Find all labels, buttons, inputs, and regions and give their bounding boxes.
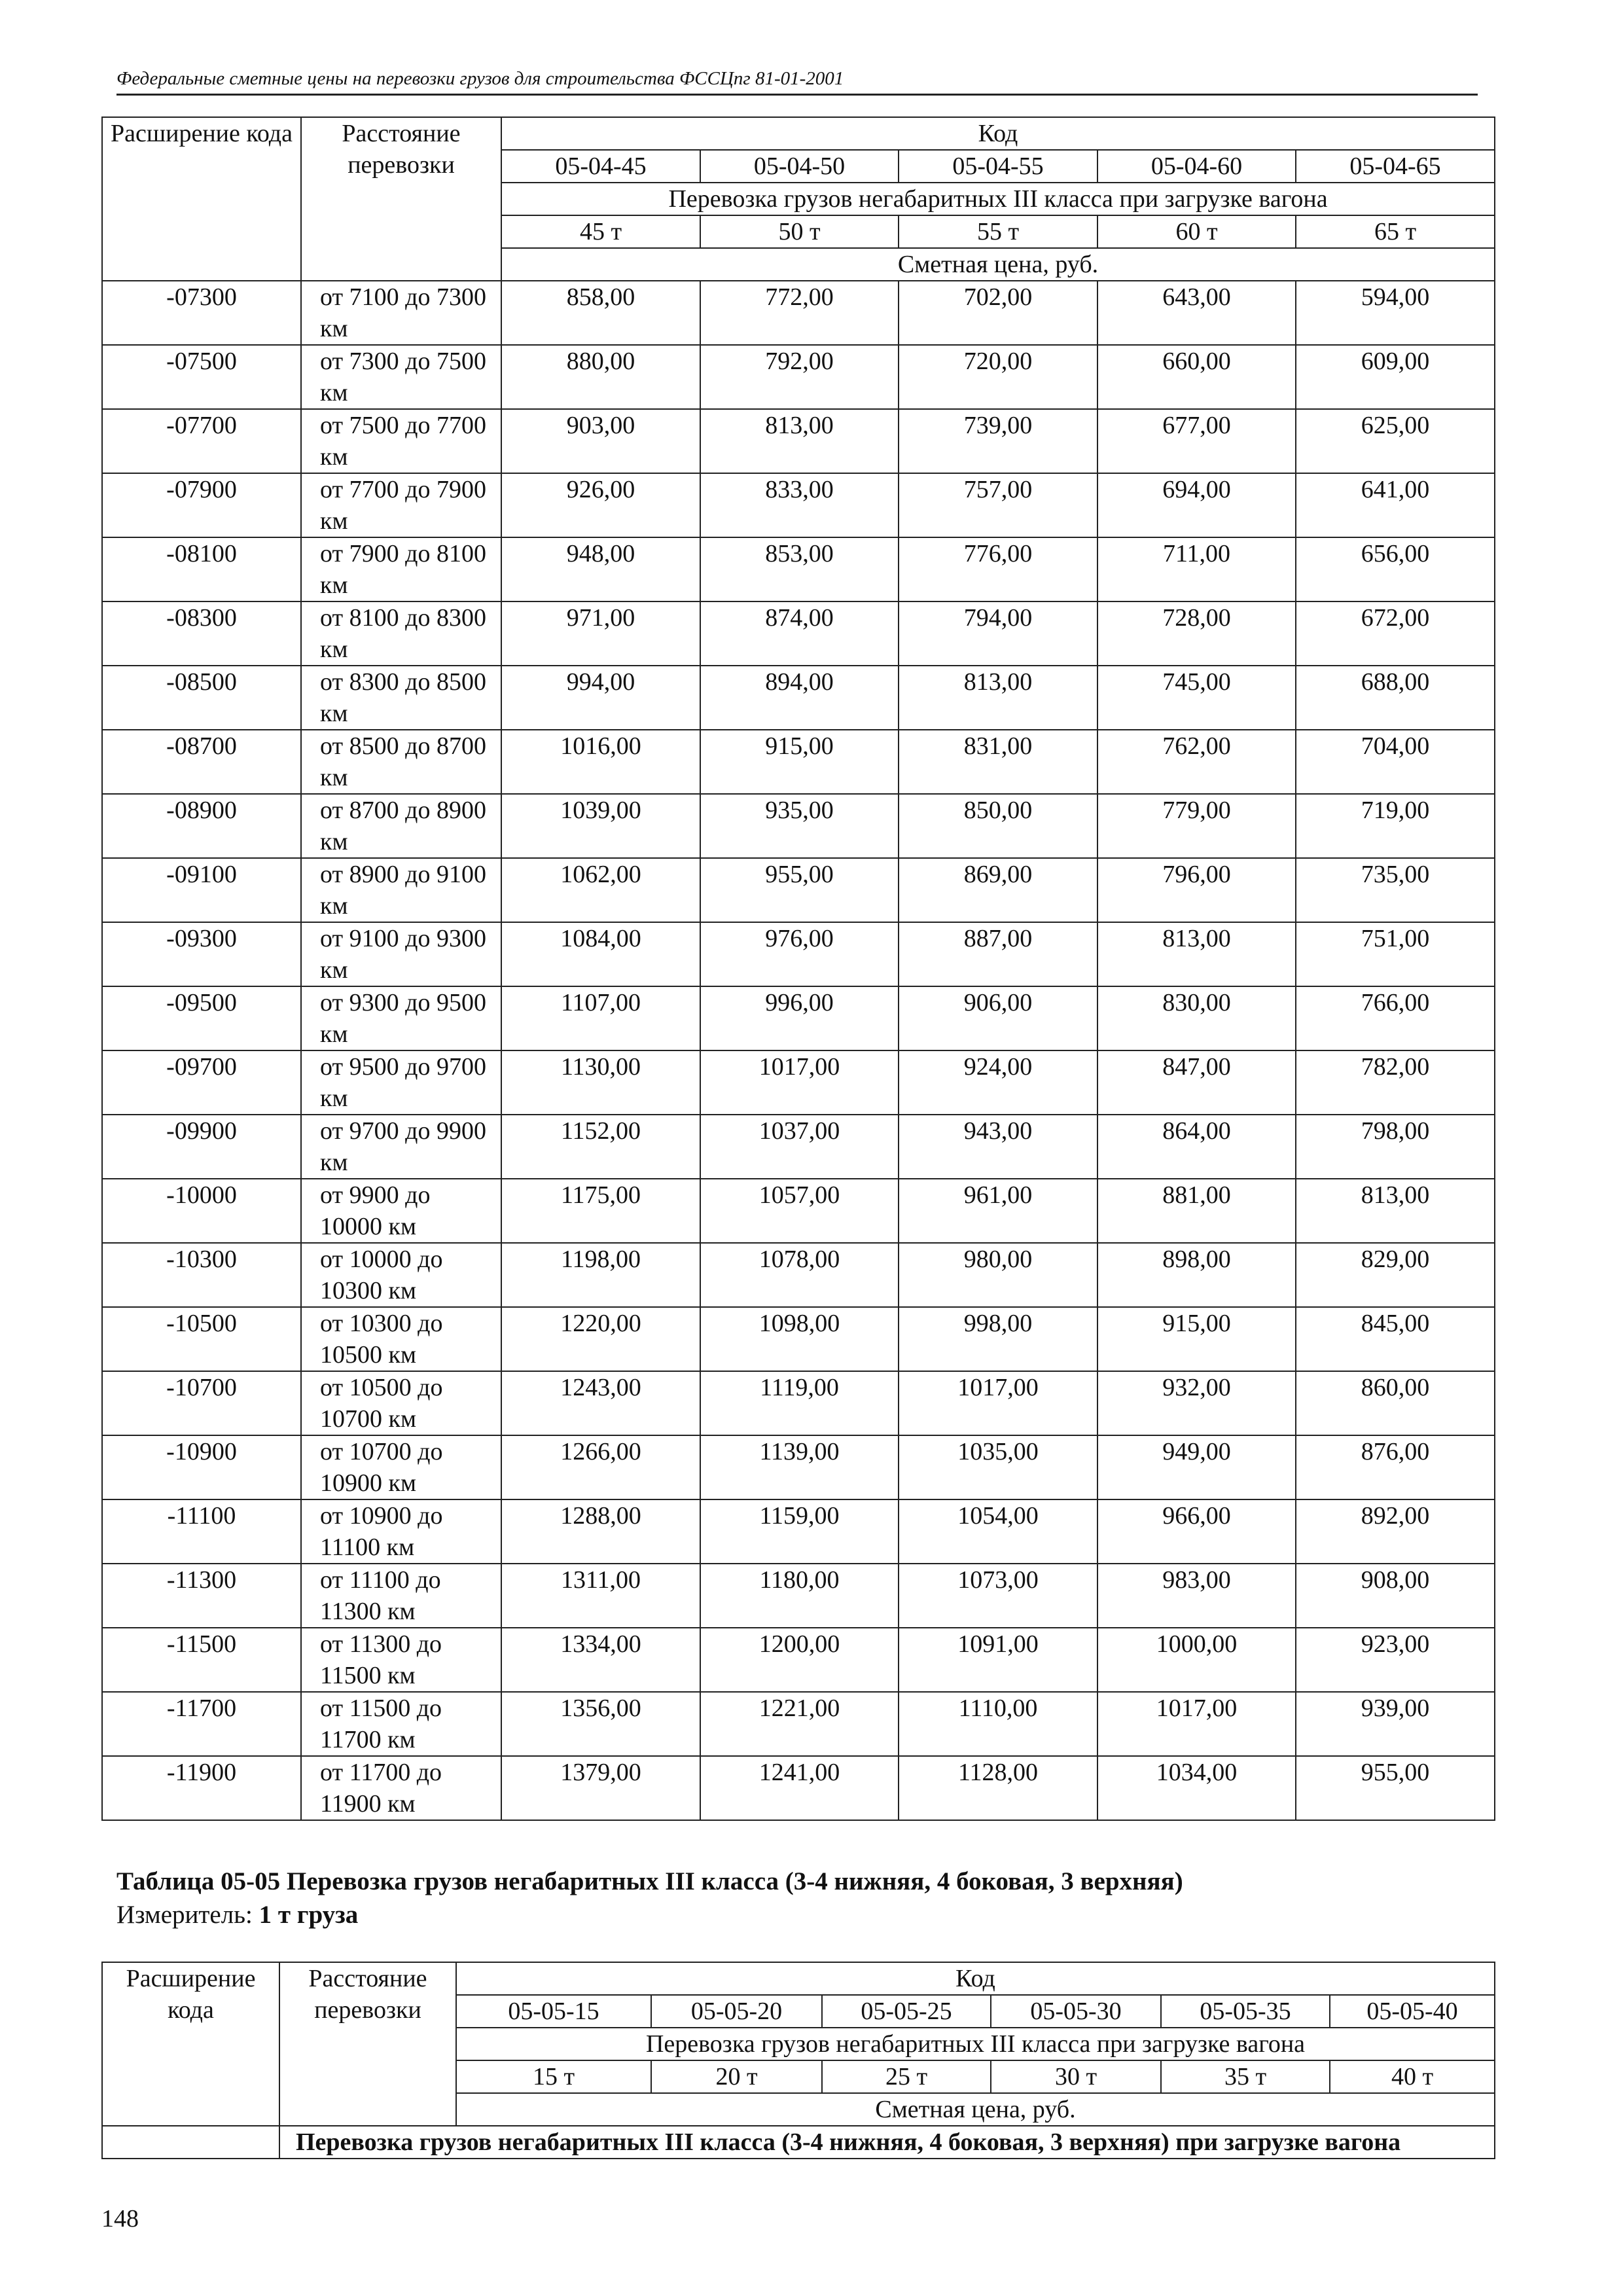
- table-row: [102, 1050, 1495, 1115]
- table-row: [102, 1756, 1495, 1820]
- distance-cell: от 9900 до 10000 км: [301, 1179, 501, 1243]
- col-header-extension: Расширение кода: [102, 117, 301, 281]
- price-cell: 796,00: [1097, 858, 1296, 922]
- price-cell: 1037,00: [700, 1115, 899, 1179]
- price-cell: 994,00: [501, 666, 700, 730]
- price-cell: 898,00: [1097, 1243, 1296, 1307]
- price-cell: 1200,00: [700, 1628, 899, 1692]
- price-cell: 1221,00: [700, 1692, 899, 1756]
- distance-cell: от 7700 до 7900 км: [301, 473, 501, 537]
- price-cell: 1016,00: [501, 730, 700, 794]
- code-extension-cell: -10900: [102, 1435, 301, 1499]
- price-cell: 1062,00: [501, 858, 700, 922]
- table-row: [102, 1435, 1495, 1499]
- price-cell: 656,00: [1296, 537, 1495, 601]
- col-header-distance: Расстояние перевозки: [301, 117, 501, 281]
- price-cell: 1035,00: [899, 1435, 1097, 1499]
- price-cell: 1152,00: [501, 1115, 700, 1179]
- tonnage-header: 50 т: [700, 215, 899, 248]
- price-cell: 1039,00: [501, 794, 700, 858]
- price-cell: 996,00: [700, 986, 899, 1050]
- price-cell: 860,00: [1296, 1371, 1495, 1435]
- code-extension-cell: -09300: [102, 922, 301, 986]
- price-label: Сметная цена, руб.: [501, 248, 1495, 281]
- unit-value: 1 т груза: [259, 1901, 359, 1929]
- code-extension-cell: -08100: [102, 537, 301, 601]
- table-row: [102, 1628, 1495, 1692]
- table-row: [102, 666, 1495, 730]
- price-cell: 980,00: [899, 1243, 1097, 1307]
- page-number: 148: [101, 2205, 139, 2233]
- distance-cell: от 11500 до 11700 км: [301, 1692, 501, 1756]
- section-heading: Перевозка грузов негабаритных III класса (3-4 нижняя, 4 боковая, 3 верхняя) при загрузке вагона: [279, 2126, 1495, 2159]
- price-cell: 924,00: [899, 1050, 1097, 1115]
- code-extension-cell: -07500: [102, 345, 301, 409]
- price-cell: 943,00: [899, 1115, 1097, 1179]
- price-cell: 1243,00: [501, 1371, 700, 1435]
- code-extension-cell: -10300: [102, 1243, 301, 1307]
- tonnage-header: 20 т: [651, 2060, 822, 2093]
- price-cell: 1073,00: [899, 1564, 1097, 1628]
- price-cell: 813,00: [1097, 922, 1296, 986]
- price-cell: 1379,00: [501, 1756, 700, 1820]
- price-cell: 1128,00: [899, 1756, 1097, 1820]
- price-cell: 1017,00: [700, 1050, 899, 1115]
- price-cell: 694,00: [1097, 473, 1296, 537]
- price-cell: 719,00: [1296, 794, 1495, 858]
- table-row: [102, 1499, 1495, 1564]
- price-cell: 813,00: [700, 409, 899, 473]
- price-cell: 745,00: [1097, 666, 1296, 730]
- price-cell: 955,00: [700, 858, 899, 922]
- price-cell: 908,00: [1296, 1564, 1495, 1628]
- price-cell: 1180,00: [700, 1564, 899, 1628]
- price-cell: 880,00: [501, 345, 700, 409]
- table-row: [102, 730, 1495, 794]
- price-cell: 609,00: [1296, 345, 1495, 409]
- price-cell: 864,00: [1097, 1115, 1296, 1179]
- price-cell: 845,00: [1296, 1307, 1495, 1371]
- code-header: 05-04-65: [1296, 150, 1495, 183]
- tonnage-header: 40 т: [1330, 2060, 1495, 2093]
- tonnage-header: 60 т: [1097, 215, 1296, 248]
- price-cell: 672,00: [1296, 601, 1495, 666]
- table-row: [102, 922, 1495, 986]
- price-cell: 966,00: [1097, 1499, 1296, 1564]
- price-cell: 1078,00: [700, 1243, 899, 1307]
- price-cell: 876,00: [1296, 1435, 1495, 1499]
- code-extension-cell: -07900: [102, 473, 301, 537]
- code-extension-cell: -07700: [102, 409, 301, 473]
- table-row: [102, 1692, 1495, 1756]
- price-cell: 874,00: [700, 601, 899, 666]
- price-table-05-04: [101, 117, 1495, 1821]
- price-cell: 1091,00: [899, 1628, 1097, 1692]
- price-cell: 813,00: [899, 666, 1097, 730]
- distance-cell: от 8900 до 9100 км: [301, 858, 501, 922]
- tonnage-header: 25 т: [822, 2060, 991, 2093]
- tonnage-header: 45 т: [501, 215, 700, 248]
- price-cell: 935,00: [700, 794, 899, 858]
- price-cell: 1017,00: [899, 1371, 1097, 1435]
- distance-cell: от 10000 до 10300 км: [301, 1243, 501, 1307]
- code-header: 05-04-60: [1097, 150, 1296, 183]
- table-row: [102, 794, 1495, 858]
- transport-description: Перевозка грузов негабаритных III класса при загрузке вагона: [456, 2028, 1495, 2060]
- distance-cell: от 7900 до 8100 км: [301, 537, 501, 601]
- price-cell: 762,00: [1097, 730, 1296, 794]
- price-cell: 1054,00: [899, 1499, 1097, 1564]
- price-cell: 1034,00: [1097, 1756, 1296, 1820]
- price-cell: 1356,00: [501, 1692, 700, 1756]
- transport-description: Перевозка грузов негабаритных III класса при загрузке вагона: [501, 183, 1495, 215]
- price-cell: 949,00: [1097, 1435, 1296, 1499]
- code-header: 05-05-30: [991, 1995, 1161, 2028]
- price-cell: 739,00: [899, 409, 1097, 473]
- distance-cell: от 8500 до 8700 км: [301, 730, 501, 794]
- price-cell: 1220,00: [501, 1307, 700, 1371]
- price-cell: 813,00: [1296, 1179, 1495, 1243]
- table-row: [102, 601, 1495, 666]
- price-cell: 853,00: [700, 537, 899, 601]
- distance-cell: от 7300 до 7500 км: [301, 345, 501, 409]
- price-cell: 751,00: [1296, 922, 1495, 986]
- table-row: [102, 1371, 1495, 1435]
- price-cell: 677,00: [1097, 409, 1296, 473]
- price-cell: 830,00: [1097, 986, 1296, 1050]
- distance-cell: от 9100 до 9300 км: [301, 922, 501, 986]
- distance-cell: от 11300 до 11500 км: [301, 1628, 501, 1692]
- price-cell: 1311,00: [501, 1564, 700, 1628]
- price-cell: 1057,00: [700, 1179, 899, 1243]
- distance-cell: от 10500 до 10700 км: [301, 1371, 501, 1435]
- code-extension-cell: -09500: [102, 986, 301, 1050]
- price-cell: 1000,00: [1097, 1628, 1296, 1692]
- price-cell: 915,00: [700, 730, 899, 794]
- distance-cell: от 7100 до 7300 км: [301, 281, 501, 345]
- code-header: 05-05-15: [456, 1995, 651, 2028]
- price-cell: 894,00: [700, 666, 899, 730]
- price-cell: 1084,00: [501, 922, 700, 986]
- price-cell: 720,00: [899, 345, 1097, 409]
- distance-cell: от 8100 до 8300 км: [301, 601, 501, 666]
- price-cell: 887,00: [899, 922, 1097, 986]
- price-cell: 892,00: [1296, 1499, 1495, 1564]
- price-cell: 976,00: [700, 922, 899, 986]
- tonnage-header: 35 т: [1161, 2060, 1330, 2093]
- price-cell: 643,00: [1097, 281, 1296, 345]
- table-row: [102, 537, 1495, 601]
- price-cell: 847,00: [1097, 1050, 1296, 1115]
- price-cell: 906,00: [899, 986, 1097, 1050]
- distance-cell: от 10700 до 10900 км: [301, 1435, 501, 1499]
- price-cell: 850,00: [899, 794, 1097, 858]
- code-header: 05-05-40: [1330, 1995, 1495, 2028]
- price-cell: 772,00: [700, 281, 899, 345]
- price-cell: 1266,00: [501, 1435, 700, 1499]
- distance-cell: от 11700 до 11900 км: [301, 1756, 501, 1820]
- price-cell: 971,00: [501, 601, 700, 666]
- price-cell: 1119,00: [700, 1371, 899, 1435]
- code-header: 05-04-45: [501, 150, 700, 183]
- code-header: 05-04-50: [700, 150, 899, 183]
- distance-cell: от 10900 до 11100 км: [301, 1499, 501, 1564]
- code-extension-cell: -10500: [102, 1307, 301, 1371]
- price-cell: 776,00: [899, 537, 1097, 601]
- price-cell: 955,00: [1296, 1756, 1495, 1820]
- price-cell: 594,00: [1296, 281, 1495, 345]
- price-cell: 641,00: [1296, 473, 1495, 537]
- table-row: [102, 345, 1495, 409]
- code-extension-cell: -09700: [102, 1050, 301, 1115]
- tonnage-header: 15 т: [456, 2060, 651, 2093]
- price-cell: 961,00: [899, 1179, 1097, 1243]
- price-cell: 782,00: [1296, 1050, 1495, 1115]
- table-row: [102, 473, 1495, 537]
- distance-cell: от 7500 до 7700 км: [301, 409, 501, 473]
- price-cell: 829,00: [1296, 1243, 1495, 1307]
- price-cell: 915,00: [1097, 1307, 1296, 1371]
- price-cell: 704,00: [1296, 730, 1495, 794]
- price-cell: 794,00: [899, 601, 1097, 666]
- empty-cell: [102, 2126, 279, 2159]
- price-cell: 1110,00: [899, 1692, 1097, 1756]
- price-cell: 1098,00: [700, 1307, 899, 1371]
- price-cell: 1139,00: [700, 1435, 899, 1499]
- price-cell: 923,00: [1296, 1628, 1495, 1692]
- price-cell: 1017,00: [1097, 1692, 1296, 1756]
- table-unit: [116, 1900, 358, 1929]
- table-row: [102, 986, 1495, 1050]
- price-cell: 702,00: [899, 281, 1097, 345]
- price-label: Сметная цена, руб.: [456, 2093, 1495, 2126]
- price-cell: 798,00: [1296, 1115, 1495, 1179]
- running-header: Федеральные сметные цены на перевозки грузов для строительства ФССЦпг 81-01-2001: [116, 68, 1478, 96]
- table-row: [102, 409, 1495, 473]
- col-header-extension: Расширение кода: [102, 1962, 279, 2126]
- code-extension-cell: -09100: [102, 858, 301, 922]
- distance-cell: от 8700 до 8900 км: [301, 794, 501, 858]
- tonnage-header: 65 т: [1296, 215, 1495, 248]
- price-cell: 1288,00: [501, 1499, 700, 1564]
- code-extension-cell: -11900: [102, 1756, 301, 1820]
- code-extension-cell: -10700: [102, 1371, 301, 1435]
- code-header: 05-05-25: [822, 1995, 991, 2028]
- code-extension-cell: -08500: [102, 666, 301, 730]
- table-row: [102, 1564, 1495, 1628]
- code-extension-cell: -08700: [102, 730, 301, 794]
- price-cell: 1107,00: [501, 986, 700, 1050]
- table-row: [102, 1179, 1495, 1243]
- price-cell: 932,00: [1097, 1371, 1296, 1435]
- price-cell: 869,00: [899, 858, 1097, 922]
- price-cell: 625,00: [1296, 409, 1495, 473]
- tonnage-header: 30 т: [991, 2060, 1161, 2093]
- price-table-05-05: [101, 1962, 1495, 2159]
- table-row: [102, 1243, 1495, 1307]
- distance-cell: от 11100 до 11300 км: [301, 1564, 501, 1628]
- col-header-distance: Расстояние перевозки: [279, 1962, 456, 2126]
- price-cell: 858,00: [501, 281, 700, 345]
- table-row: [102, 858, 1495, 922]
- price-cell: 766,00: [1296, 986, 1495, 1050]
- code-extension-cell: -11100: [102, 1499, 301, 1564]
- table-row: [102, 1307, 1495, 1371]
- price-cell: 998,00: [899, 1307, 1097, 1371]
- col-header-code: Код: [456, 1962, 1495, 1995]
- distance-cell: от 9300 до 9500 км: [301, 986, 501, 1050]
- price-cell: 1175,00: [501, 1179, 700, 1243]
- code-extension-cell: -11300: [102, 1564, 301, 1628]
- tonnage-header: 55 т: [899, 215, 1097, 248]
- code-extension-cell: -09900: [102, 1115, 301, 1179]
- price-cell: 728,00: [1097, 601, 1296, 666]
- price-cell: 688,00: [1296, 666, 1495, 730]
- price-cell: 1241,00: [700, 1756, 899, 1820]
- price-cell: 735,00: [1296, 858, 1495, 922]
- price-cell: 660,00: [1097, 345, 1296, 409]
- table-row: [102, 281, 1495, 345]
- price-cell: 757,00: [899, 473, 1097, 537]
- price-cell: 792,00: [700, 345, 899, 409]
- col-header-code: Код: [501, 117, 1495, 150]
- distance-cell: от 9700 до 9900 км: [301, 1115, 501, 1179]
- code-extension-cell: -11500: [102, 1628, 301, 1692]
- code-extension-cell: -08900: [102, 794, 301, 858]
- price-cell: 926,00: [501, 473, 700, 537]
- price-cell: 939,00: [1296, 1692, 1495, 1756]
- price-cell: 711,00: [1097, 537, 1296, 601]
- price-cell: 833,00: [700, 473, 899, 537]
- price-cell: 881,00: [1097, 1179, 1296, 1243]
- price-cell: 1130,00: [501, 1050, 700, 1115]
- distance-cell: от 9500 до 9700 км: [301, 1050, 501, 1115]
- price-cell: 983,00: [1097, 1564, 1296, 1628]
- price-cell: 1198,00: [501, 1243, 700, 1307]
- distance-cell: от 8300 до 8500 км: [301, 666, 501, 730]
- code-extension-cell: -08300: [102, 601, 301, 666]
- unit-label: Измеритель:: [116, 1901, 253, 1929]
- price-cell: 948,00: [501, 537, 700, 601]
- price-cell: 831,00: [899, 730, 1097, 794]
- distance-cell: от 10300 до 10500 км: [301, 1307, 501, 1371]
- code-extension-cell: -10000: [102, 1179, 301, 1243]
- code-extension-cell: -11700: [102, 1692, 301, 1756]
- price-cell: 1159,00: [700, 1499, 899, 1564]
- price-cell: 779,00: [1097, 794, 1296, 858]
- code-extension-cell: -07300: [102, 281, 301, 345]
- price-cell: 1334,00: [501, 1628, 700, 1692]
- code-header: 05-05-35: [1161, 1995, 1330, 2028]
- code-header: 05-04-55: [899, 150, 1097, 183]
- table-row: [102, 1115, 1495, 1179]
- code-header: 05-05-20: [651, 1995, 822, 2028]
- price-cell: 903,00: [501, 409, 700, 473]
- table-title: Таблица 05-05 Перевозка грузов негабаритных III класса (3-4 нижняя, 4 боковая, 3 верхняя): [116, 1867, 1183, 1895]
